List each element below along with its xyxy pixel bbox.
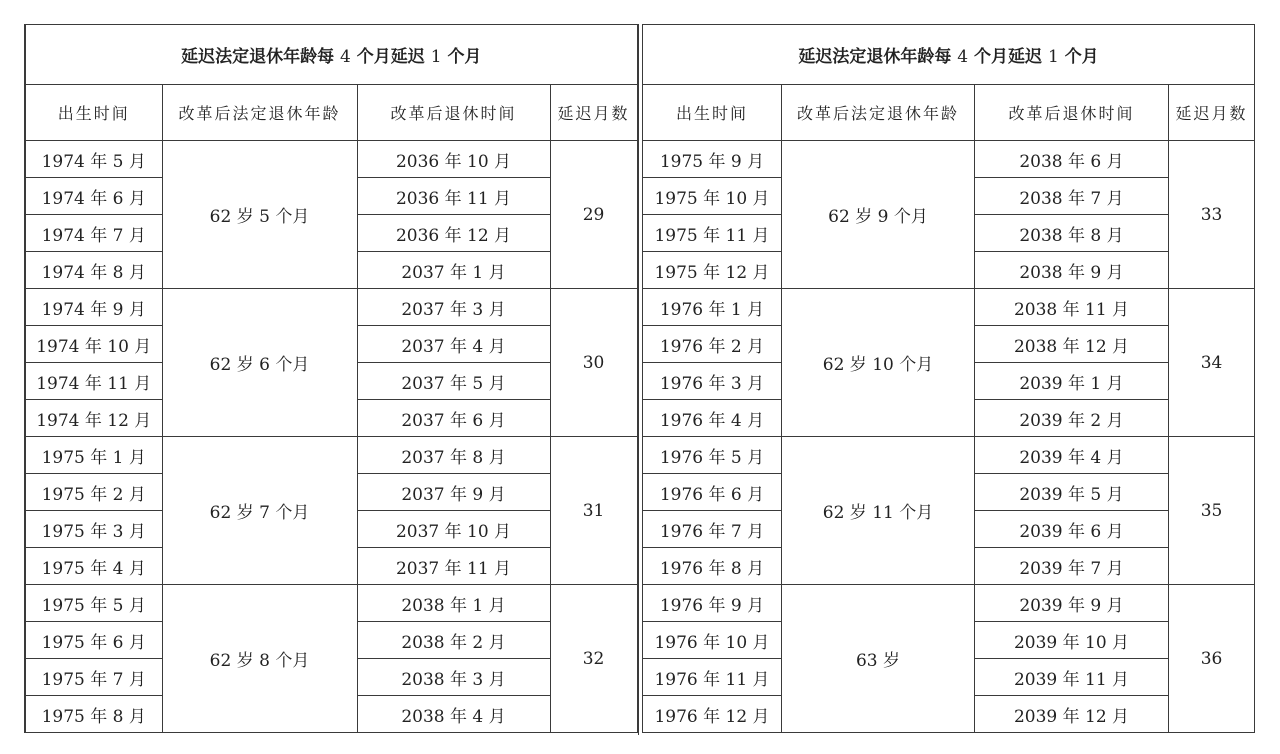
birth-cell: 1976 年 1 月 bbox=[643, 289, 782, 326]
birth-cell: 1976 年 3 月 bbox=[643, 363, 782, 400]
retirement-table-left bbox=[24, 24, 638, 733]
age-header: 改革后法定退休年龄 bbox=[782, 85, 975, 141]
retire-date-cell: 2037 年 11 月 bbox=[357, 548, 550, 585]
retire-date-cell: 2036 年 10 月 bbox=[357, 141, 550, 178]
delay-months-cell: 29 bbox=[550, 141, 637, 289]
table-row bbox=[25, 141, 637, 178]
birth-cell: 1976 年 5 月 bbox=[643, 437, 782, 474]
retire-date-header: 改革后退休时间 bbox=[975, 85, 1169, 141]
delay-header: 延迟月数 bbox=[550, 85, 637, 141]
birth-cell: 1974 年 10 月 bbox=[25, 326, 162, 363]
birth-cell: 1975 年 12 月 bbox=[643, 252, 782, 289]
retire-date-cell: 2038 年 2 月 bbox=[357, 622, 550, 659]
delay-months-cell: 33 bbox=[1169, 141, 1255, 289]
table-title bbox=[25, 25, 637, 85]
retire-date-cell: 2037 年 1 月 bbox=[357, 252, 550, 289]
retire-date-cell: 2039 年 1 月 bbox=[975, 363, 1169, 400]
birth-header: 出生时间 bbox=[25, 85, 162, 141]
retire-age-cell: 63 岁 bbox=[782, 585, 975, 733]
birth-cell: 1976 年 7 月 bbox=[643, 511, 782, 548]
delay-months-cell: 31 bbox=[550, 437, 637, 585]
header-row bbox=[25, 85, 637, 141]
birth-cell: 1976 年 2 月 bbox=[643, 326, 782, 363]
birth-cell: 1974 年 5 月 bbox=[25, 141, 162, 178]
title-part: 1 bbox=[430, 47, 442, 67]
retire-age-cell: 62 岁 10 个月 bbox=[782, 289, 975, 437]
table-row bbox=[25, 585, 637, 622]
retire-date-cell: 2038 年 7 月 bbox=[975, 178, 1169, 215]
table-row bbox=[643, 141, 1255, 178]
title-part: 个月 bbox=[1064, 47, 1099, 67]
retire-age-cell: 62 岁 6 个月 bbox=[162, 289, 357, 437]
title-part: 4 bbox=[340, 47, 351, 67]
birth-cell: 1976 年 8 月 bbox=[643, 548, 782, 585]
table-row bbox=[25, 289, 637, 326]
retire-date-cell: 2036 年 12 月 bbox=[357, 215, 550, 252]
birth-cell: 1975 年 8 月 bbox=[25, 696, 162, 733]
retire-date-cell: 2038 年 9 月 bbox=[975, 252, 1169, 289]
retire-date-cell: 2038 年 4 月 bbox=[357, 696, 550, 733]
retire-age-cell: 62 岁 5 个月 bbox=[162, 141, 357, 289]
retire-age-cell: 62 岁 8 个月 bbox=[162, 585, 357, 733]
retire-date-cell: 2039 年 10 月 bbox=[975, 622, 1169, 659]
title-part: 延迟法定退休年龄每 bbox=[181, 47, 335, 67]
retire-date-cell: 2038 年 12 月 bbox=[975, 326, 1169, 363]
retire-age-cell: 62 岁 11 个月 bbox=[782, 437, 975, 585]
birth-cell: 1976 年 10 月 bbox=[643, 622, 782, 659]
birth-cell: 1976 年 12 月 bbox=[643, 696, 782, 733]
retire-date-cell: 2039 年 4 月 bbox=[975, 437, 1169, 474]
birth-cell: 1974 年 11 月 bbox=[25, 363, 162, 400]
table-title bbox=[643, 25, 1255, 85]
retire-date-cell: 2039 年 7 月 bbox=[975, 548, 1169, 585]
birth-cell: 1975 年 2 月 bbox=[25, 474, 162, 511]
retire-date-cell: 2039 年 5 月 bbox=[975, 474, 1169, 511]
header-row bbox=[643, 85, 1255, 141]
title-row bbox=[643, 25, 1255, 85]
retire-date-cell: 2038 年 1 月 bbox=[357, 585, 550, 622]
birth-cell: 1974 年 12 月 bbox=[25, 400, 162, 437]
birth-cell: 1976 年 6 月 bbox=[643, 474, 782, 511]
title-part: 4 bbox=[957, 47, 969, 67]
birth-cell: 1976 年 9 月 bbox=[643, 585, 782, 622]
retire-date-cell: 2038 年 11 月 bbox=[975, 289, 1169, 326]
table-row bbox=[643, 289, 1255, 326]
retire-date-cell: 2037 年 6 月 bbox=[357, 400, 550, 437]
birth-cell: 1975 年 7 月 bbox=[25, 659, 162, 696]
retire-age-cell: 62 岁 7 个月 bbox=[162, 437, 357, 585]
delay-months-cell: 34 bbox=[1169, 289, 1255, 437]
birth-cell: 1975 年 9 月 bbox=[643, 141, 782, 178]
retire-date-cell: 2037 年 9 月 bbox=[357, 474, 550, 511]
birth-cell: 1976 年 4 月 bbox=[643, 400, 782, 437]
birth-cell: 1974 年 7 月 bbox=[25, 215, 162, 252]
birth-cell: 1975 年 3 月 bbox=[25, 511, 162, 548]
title-part: 延迟法定退休年龄每 bbox=[798, 47, 952, 67]
panel-divider bbox=[638, 24, 639, 735]
retirement-table-right bbox=[642, 24, 1255, 733]
retire-date-cell: 2039 年 11 月 bbox=[975, 659, 1169, 696]
retire-date-cell: 2039 年 6 月 bbox=[975, 511, 1169, 548]
retire-date-cell: 2038 年 8 月 bbox=[975, 215, 1169, 252]
table-row bbox=[643, 437, 1255, 474]
retire-date-cell: 2038 年 6 月 bbox=[975, 141, 1169, 178]
birth-cell: 1974 年 8 月 bbox=[25, 252, 162, 289]
title-part: 个月延迟 bbox=[974, 47, 1043, 67]
retire-date-cell: 2036 年 11 月 bbox=[357, 178, 550, 215]
retire-date-cell: 2039 年 9 月 bbox=[975, 585, 1169, 622]
retire-date-cell: 2039 年 12 月 bbox=[975, 696, 1169, 733]
retire-date-cell: 2039 年 2 月 bbox=[975, 400, 1169, 437]
delay-months-cell: 36 bbox=[1169, 585, 1255, 733]
retire-date-cell: 2037 年 5 月 bbox=[357, 363, 550, 400]
birth-cell: 1974 年 6 月 bbox=[25, 178, 162, 215]
delay-months-cell: 30 bbox=[550, 289, 637, 437]
birth-header: 出生时间 bbox=[643, 85, 782, 141]
title-part: 个月延迟 bbox=[356, 47, 425, 67]
retire-date-cell: 2037 年 4 月 bbox=[357, 326, 550, 363]
birth-cell: 1975 年 1 月 bbox=[25, 437, 162, 474]
delay-months-cell: 35 bbox=[1169, 437, 1255, 585]
table-row bbox=[25, 437, 637, 474]
birth-cell: 1975 年 6 月 bbox=[25, 622, 162, 659]
retire-date-cell: 2037 年 8 月 bbox=[357, 437, 550, 474]
title-part: 个月 bbox=[447, 47, 482, 67]
title-row bbox=[25, 25, 637, 85]
birth-cell: 1975 年 11 月 bbox=[643, 215, 782, 252]
delay-header: 延迟月数 bbox=[1169, 85, 1255, 141]
retire-date-header: 改革后退休时间 bbox=[357, 85, 550, 141]
title-part: 1 bbox=[1047, 47, 1059, 67]
birth-cell: 1974 年 9 月 bbox=[25, 289, 162, 326]
retire-age-cell: 62 岁 9 个月 bbox=[782, 141, 975, 289]
retire-date-cell: 2037 年 3 月 bbox=[357, 289, 550, 326]
delay-months-cell: 32 bbox=[550, 585, 637, 733]
birth-cell: 1975 年 4 月 bbox=[25, 548, 162, 585]
birth-cell: 1975 年 5 月 bbox=[25, 585, 162, 622]
birth-cell: 1975 年 10 月 bbox=[643, 178, 782, 215]
age-header: 改革后法定退休年龄 bbox=[162, 85, 357, 141]
retire-date-cell: 2038 年 3 月 bbox=[357, 659, 550, 696]
table-row bbox=[643, 585, 1255, 622]
birth-cell: 1976 年 11 月 bbox=[643, 659, 782, 696]
retire-date-cell: 2037 年 10 月 bbox=[357, 511, 550, 548]
